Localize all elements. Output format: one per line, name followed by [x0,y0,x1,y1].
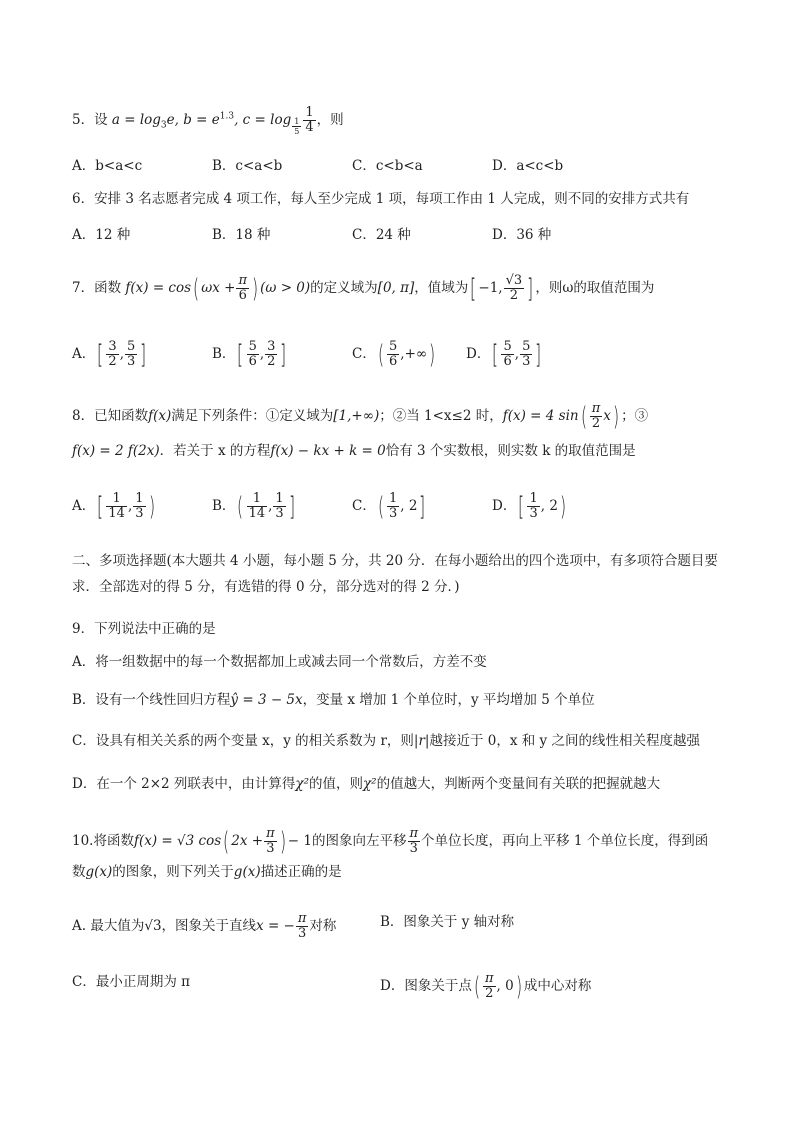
q5-tail: ，则 [316,112,344,128]
q10-option-d[interactable] [380,972,591,1001]
q7-pre: 7．函数 [72,280,122,296]
q7-c-inf: +∞ [404,346,428,362]
q8-tail: ；③ [621,408,649,424]
q8-c-frac1 [387,492,399,521]
q8-d-two: , 2 [540,498,558,514]
q7-b-open: [ [237,339,244,370]
q8-b-n1: 1 [247,492,268,507]
q7-d-d2: 3 [522,354,531,369]
q7-d-n1: 5 [503,339,512,354]
q8-option-a-label: A． [72,498,96,514]
q6-option-a[interactable]: A．12 种 [72,227,131,243]
q9-c-tail: 越接近于 0，x 和 y 之间的线性相关程度越强 [429,733,700,749]
q7-b-frac2 [265,340,277,369]
q8-a-open: [ [97,491,104,522]
q7-range-a: −1, [478,280,503,296]
q10-d-close: ) [515,971,522,1002]
q10-gx-2: g(x) [233,864,261,880]
q7-cond: (ω > 0) [260,280,311,296]
q8-pre: 8．已知函数 [72,408,149,424]
q7-pi-over-6 [236,274,249,303]
q8-line2-mid: ．若关于 x 的方程 [159,443,271,459]
q7-option-a[interactable]: A．[ $\frac{3}{2}$ , $\frac{5}{3}$ ] [72,339,147,370]
question-5 [72,106,344,136]
q7-a-close: ] [140,339,147,370]
q5-pre: 设 [94,112,108,128]
q9-option-d[interactable] [72,774,660,794]
q7-a-d2: 3 [126,354,136,369]
q9-d-mid: 的值，则 [309,776,363,792]
q9-d-tail: 的值越大，判断两个变量间有关联的把握就越大 [376,776,661,792]
question-10-line2 [72,862,342,882]
q7-domain: [0, π] [377,280,415,296]
q10-a-sqrt: √3 [144,918,162,934]
q7-b-d1: 6 [248,354,257,369]
q10-a-pre: A. 最大值为 [72,918,145,934]
q10-d-two: 2 [485,986,494,1001]
q8-line2-eq: f(x) − kx + k = 0 [270,443,386,459]
q10-pre: 10.将函数 [72,833,134,849]
q8-pi: π [591,401,601,416]
q9-option-a[interactable]: A．将一组数据中的每一个数据都加上或减去同一个常数后，方差不变 [72,654,487,670]
q8-option-d[interactable] [492,492,568,521]
q10-f: f(x) = √3 cos [133,833,222,849]
q10-line2-tail: 描述正确的是 [260,864,342,880]
q7-a-frac2 [125,340,137,369]
q8-option-c-label: C． [352,498,376,514]
q7-d-n2: 5 [522,339,531,354]
q5-option-d[interactable]: D．a<c<b [492,158,564,174]
q10-a-frac [296,912,309,941]
q10-mid2: 个单位长度，再向上平移 1 个单位长度，得到函 [421,833,709,849]
q10-d-open: ( [473,971,480,1002]
q7-c-d1: 6 [389,354,398,369]
q5-number: 5． [72,112,95,128]
q7-b-frac1 [247,340,259,369]
q9-chi-1: χ² [295,776,309,792]
q5-option-a[interactable]: A．b<a<c [72,158,143,174]
q9-c-abs: |r| [413,733,430,749]
q5-option-b[interactable]: B．c<a<b [212,158,283,174]
q5-b-sup: 1.3 [219,111,235,122]
q7-option-b-label: B． [212,346,236,362]
q7-c-close: ) [429,339,436,370]
q7-two: 2 [509,288,519,303]
q9-option-c[interactable] [72,731,700,751]
q8-c-n1: 1 [389,491,398,506]
q7-b-d2: 2 [267,354,276,369]
q7-c-frac1 [387,340,399,369]
question-8-line2 [72,441,636,461]
q8-c-two: , 2 [400,498,418,514]
q5-log-base-num: 1 [294,117,300,126]
q8-option-d-label: D． [492,498,517,514]
q8-d-open: [ [518,491,525,522]
q5-option-c[interactable]: C．c<b<a [352,158,423,174]
q8-a-n1: 1 [106,492,127,507]
q8-d-n1: 1 [529,491,538,506]
q7-b-close: ] [280,339,287,370]
q8-b-open: ( [237,491,244,522]
q8-d-close: ) [559,491,567,522]
q8-mid: 满足下列条件：①定义域为 [171,408,334,424]
q8-b-d1: 14 [248,506,266,521]
q7-b-n1: 5 [248,339,257,354]
q7-arg: ωx + [201,280,236,296]
q10-shift-three: 3 [409,841,418,856]
q5-a-sub: 3 [160,120,167,131]
q10-option-a[interactable] [72,912,336,941]
question-6: 6．安排 3 名志愿者完成 4 项工作，每人至少完成 1 项，每项工作由 1 人完成，则不同的安排方式共有 [72,191,690,207]
q8-dom: [1,+∞) [333,408,380,424]
q7-a-n2: 5 [126,339,136,354]
q7-pi: π [238,273,247,288]
q7-d-open: [ [492,339,499,370]
question-8-line1 [72,402,648,431]
q8-two: 2 [591,416,601,431]
q8-option-b-label: B． [212,498,236,514]
q10-mid: 的图象向左平移 [312,833,407,849]
q7-a-n1: 3 [108,339,117,354]
q7-a-open: [ [97,339,104,370]
q7-option-c-label: C． [352,346,376,362]
q8-pi-over-2 [590,402,603,431]
q8-line2-tail: 恰有 3 个实数根，则实数 k 的取值范围是 [385,443,636,459]
q7-option-b[interactable]: B．[ $\frac{5}{6}$ , $\frac{3}{2}$ ] [212,339,287,370]
q10-minus1: − 1 [287,833,312,849]
q10-d-pre: D．图象关于点 [380,978,472,994]
q7-option-d[interactable]: D．[ $\frac{5}{6}$ , $\frac{5}{3}$ ] [466,339,542,370]
q8-c-d1: 3 [389,506,398,521]
q7-b-n2: 3 [267,339,276,354]
q7-option-a-label: A． [72,346,96,362]
q10-d-frac [483,972,496,1001]
q10-pi-over-3 [264,827,277,856]
q5-a: a = log [111,112,161,128]
q9-b-tail: ，变量 x 增加 1 个单位时，y 平均增加 5 个单位 [302,692,595,708]
q8-f: f(x) = 4 sin [502,408,579,424]
q5-log-base-den: 5 [294,127,300,136]
q8-mid2: ；②当 1<x≤2 时， [379,408,503,424]
q9-d-pre: D．在一个 2×2 列联表中，由计算得 [72,776,296,792]
q8-a-frac2 [133,492,145,521]
q7-d-frac2 [520,340,532,369]
question-7 [72,274,654,303]
q5-a-tail: e, b = e [166,112,220,128]
q8-paren-open: ( [580,401,587,432]
q10-a-pi: π [297,911,307,926]
q7-option-d-label: D． [466,346,491,362]
q8-a-close: ) [148,491,155,522]
q7-paren-open: ( [193,273,200,304]
q8-c-open: ( [377,491,384,522]
q6-option-b[interactable]: B．18 种 [212,227,271,243]
q8-c-close: ] [419,491,426,522]
q7-c-n1: 5 [389,339,398,354]
q7-bracket-close: ] [527,273,534,304]
q8-a-frac1 [106,492,127,521]
q7-sqrt3: √3 [505,273,523,288]
q8-a-n2: 1 [135,491,144,506]
q10-a-eq: x = − [256,918,295,934]
q7-bracket-open: [ [470,273,477,304]
q7-d-d1: 6 [503,354,512,369]
q10-a-mid: ，图象关于直线 [161,918,257,934]
q8-option-c[interactable] [352,492,428,521]
q8-line2-f: f(x) = 2 f(2x) [72,443,160,459]
q10-paren-close: ) [279,826,286,857]
q10-shift-pi: π [409,826,419,841]
q9-b-eq: ŷ = 3 − 5x [230,692,303,708]
q8-option-b[interactable]: B．( $\frac{1}{14}$ , $\frac{1}{3}$ ] [212,491,295,522]
q8-fx: f(x) [148,408,172,424]
section-2-heading: 二、多项选择题(本大题共 4 小题，每小题 5 分，共 20 分．在每小题给出的四个选项中，有多项符合题目要求．全部选对的得 5 分，有选错的得 0 分，部分选对的得 2 分．) [72,553,718,595]
q8-a-d2: 3 [135,506,144,521]
q9-chi-2: χ² [363,776,377,792]
q7-c-open: ( [377,339,384,370]
q10-d-tail: 成中心对称 [523,978,592,994]
q10-a-tail: 对称 [309,918,337,934]
q7-mid2: ，值域为 [414,280,469,296]
q5-log-base [292,117,301,136]
q10-line2-mid: 的图象，则下列关于 [112,864,234,880]
q6-option-d[interactable]: D．36 种 [492,227,552,243]
q7-f: f(x) = cos [125,280,192,296]
q8-option-a[interactable]: A．[ $\frac{1}{14}$ , $\frac{1}{3}$ ) [72,491,155,522]
q7-option-c[interactable]: C．( $\frac{5}{6}$ ,+∞) [352,339,436,370]
q10-paren-open: ( [223,826,230,857]
q5-frac-den: 4 [305,120,314,135]
q10-d-pi: π [484,971,494,986]
q10-gx: g(x) [85,864,113,880]
q10-three: 3 [266,841,275,856]
q8-b-close: ] [288,491,295,522]
question-9: 9．下列说法中正确的是 [72,621,216,637]
q10-pi: π [266,826,275,841]
q8-b-n2: 1 [275,491,284,506]
q7-d-frac1 [501,340,513,369]
q9-b-pre: B．设有一个线性回归方程 [72,692,231,708]
question-10-line1 [72,827,708,856]
q7-six: 6 [238,288,247,303]
q5-c: , c = log [234,112,292,128]
q6-option-c[interactable]: C．24 种 [352,227,411,243]
q7-paren-close: ) [252,273,259,304]
q10-line2-pre: 数 [72,864,86,880]
q10-option-b[interactable]: B．图象关于 y 轴对称 [380,914,515,930]
q8-b-frac1 [247,492,268,521]
q8-a-d1: 14 [108,506,125,521]
q9-c-pre: C．设具有相关关系的两个变量 x，y 的相关系数为 r，则 [72,733,414,749]
q10-shift [408,827,421,856]
q10-a-three: 3 [298,926,307,941]
q10-arg: 2x + [231,833,264,849]
q7-a-d1: 2 [108,354,117,369]
q8-x: x [603,408,611,424]
q8-paren-close: ) [612,401,620,432]
q7-a-frac1 [106,340,118,369]
q8-b-frac2 [273,492,285,521]
q7-mid: 的定义域为 [310,280,378,296]
q8-d-frac1 [527,492,539,521]
q10-d-zero: , 0 [496,978,514,994]
q7-d-close: ] [535,339,542,370]
q7-tail: ，则ω的取值范围为 [535,280,655,296]
q5-fraction [303,106,315,135]
q8-b-d2: 3 [275,506,284,521]
q9-option-b[interactable] [72,690,595,710]
q5-frac-num: 1 [305,105,314,120]
q8-d-d1: 3 [529,506,538,521]
q10-option-c[interactable]: C．最小正周期为 π [72,974,190,990]
q7-sqrt3-over-2 [504,274,525,303]
